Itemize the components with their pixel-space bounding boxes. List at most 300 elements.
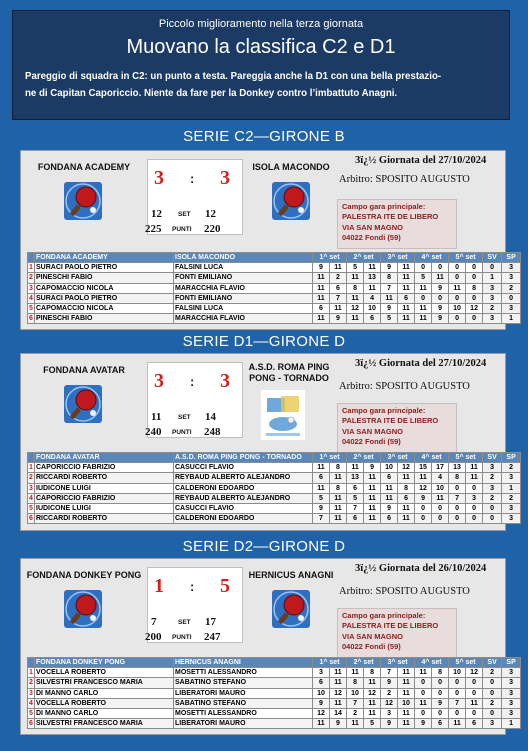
home-player: RICCARDI ROBERTO — [35, 514, 174, 524]
set-score: 7 — [313, 514, 330, 524]
away-player: MARACCHIA FLAVIO — [174, 283, 313, 293]
set-score: 0 — [449, 483, 466, 493]
match-panel — [20, 150, 516, 330]
away-player: FONTI EMILIANO — [174, 273, 313, 283]
home-set-total: 7 — [151, 616, 157, 628]
row-index: 5 — [29, 505, 33, 513]
set-score: 0 — [466, 263, 483, 273]
header-sp: SP — [502, 253, 521, 263]
results-table — [27, 452, 521, 524]
header-set: 1^ set — [313, 453, 347, 463]
row-index: 6 — [29, 515, 33, 523]
set-score: 8 — [381, 273, 398, 283]
sets-won: 0 — [483, 688, 502, 698]
home-team-name: FONDANA DONKEY PONG — [26, 570, 142, 580]
set-score: 11 — [415, 473, 432, 483]
set-score: 11 — [347, 463, 364, 473]
set-score: 0 — [466, 708, 483, 718]
home-points-total: 225 — [145, 223, 162, 235]
set-score: 0 — [415, 708, 432, 718]
venue-line: VIA SAN MAGNO — [342, 426, 403, 436]
set-score: 0 — [415, 678, 432, 688]
set-score: 11 — [398, 283, 415, 293]
set-score: 11 — [330, 303, 347, 313]
header-sv: SV — [483, 453, 502, 463]
series-title: SERIE D1—GIRONE D — [182, 333, 346, 350]
set-score: 9 — [381, 263, 398, 273]
set-label: SET — [178, 211, 191, 218]
set-score: 11 — [415, 698, 432, 708]
set-score: 0 — [432, 293, 449, 303]
set-score: 6 — [398, 493, 415, 503]
table-row — [28, 473, 521, 483]
sets-won: 3 — [483, 719, 502, 729]
set-score: 11 — [398, 473, 415, 483]
venue-line: VIA SAN MAGNO — [342, 631, 403, 641]
set-score: 6 — [381, 514, 398, 524]
set-score: 11 — [330, 678, 347, 688]
sets-won: 3 — [483, 283, 502, 293]
row-index: 5 — [29, 305, 33, 313]
away-team-name: ISOLA MACONDO — [252, 162, 330, 172]
set-score: 10 — [432, 483, 449, 493]
sets-won: 0 — [483, 263, 502, 273]
row-index: 1 — [29, 464, 33, 472]
home-player: CAPOMACCIO NICOLA — [35, 303, 174, 313]
header-set: 4^ set — [415, 453, 449, 463]
table-header-row — [28, 253, 521, 263]
away-team-name: HERNICUS ANAGNI — [248, 570, 334, 580]
venue-box — [337, 199, 457, 249]
table-header-row — [28, 453, 521, 463]
sets-lost: 3 — [502, 678, 521, 688]
set-score: 9 — [313, 263, 330, 273]
header-title: Muovano la classifica C2 e D1 — [126, 36, 396, 58]
home-set-total: 12 — [151, 208, 162, 220]
set-score: 11 — [330, 493, 347, 503]
venue-line: 04022 Fondi (59) — [342, 436, 401, 446]
score-separator: : — [190, 171, 195, 186]
set-score: 11 — [313, 314, 330, 324]
set-score: 11 — [330, 263, 347, 273]
sets-lost: 3 — [502, 503, 521, 513]
sets-won: 3 — [483, 463, 502, 473]
set-score: 7 — [449, 493, 466, 503]
set-score: 0 — [415, 688, 432, 698]
set-score: 0 — [432, 678, 449, 688]
header-set: 3^ set — [381, 658, 415, 668]
home-player: RICCARDI ROBERTO — [35, 473, 174, 483]
set-score: 9 — [330, 314, 347, 324]
row-index: 4 — [29, 699, 33, 707]
header-index-cell — [28, 253, 35, 263]
set-score: 11 — [364, 483, 381, 493]
set-score: 11 — [347, 719, 364, 729]
set-score: 7 — [330, 293, 347, 303]
set-score: 5 — [347, 263, 364, 273]
home-set-total: 11 — [151, 411, 162, 423]
header-set: 5^ set — [449, 453, 483, 463]
set-score: 11 — [466, 463, 483, 473]
points-label: PUNTI — [172, 634, 192, 641]
row-index: 4 — [29, 494, 33, 502]
set-score: 0 — [449, 293, 466, 303]
away-player: LIBERATORI MAURO — [174, 688, 313, 698]
set-score: 8 — [364, 668, 381, 678]
set-score: 0 — [449, 314, 466, 324]
set-score: 5 — [415, 273, 432, 283]
home-points-total: 240 — [145, 426, 162, 438]
table-row — [28, 463, 521, 473]
venue-line: Campo gara principale: — [342, 406, 426, 415]
set-score: 6 — [466, 719, 483, 729]
set-score: 8 — [432, 668, 449, 678]
table-row — [28, 668, 521, 678]
set-score: 5 — [313, 493, 330, 503]
set-score: 11 — [398, 678, 415, 688]
set-score: 11 — [330, 668, 347, 678]
results-table — [27, 657, 521, 729]
set-score: 4 — [432, 473, 449, 483]
set-score: 11 — [364, 678, 381, 688]
away-player: FALSINI LUCA — [174, 263, 313, 273]
set-score: 0 — [466, 293, 483, 303]
set-score: 11 — [415, 668, 432, 678]
away-player: MARACCHIA FLAVIO — [174, 314, 313, 324]
matchday-date: 3ï¿½ Giornata del 27/10/2024 — [355, 358, 487, 369]
header-set: 3^ set — [381, 253, 415, 263]
set-score: 0 — [449, 503, 466, 513]
sets-won: 0 — [483, 708, 502, 718]
set-score: 0 — [415, 514, 432, 524]
sets-won: 2 — [483, 473, 502, 483]
set-score: 0 — [432, 263, 449, 273]
set-score: 7 — [347, 503, 364, 513]
header-set: 4^ set — [415, 658, 449, 668]
header-away-team: A.S.D. ROMA PING PONG - TORNADO — [174, 453, 313, 463]
sets-lost: 2 — [502, 283, 521, 293]
set-score: 0 — [449, 678, 466, 688]
table-header-row — [28, 658, 521, 668]
matchday-date: 3ï¿½ Giornata del 27/10/2024 — [355, 155, 487, 166]
set-score: 11 — [313, 719, 330, 729]
set-score: 11 — [313, 273, 330, 283]
set-score: 7 — [449, 698, 466, 708]
set-score: 6 — [432, 719, 449, 729]
set-score: 11 — [415, 303, 432, 313]
set-score: 0 — [466, 514, 483, 524]
set-score: 2 — [381, 688, 398, 698]
set-score: 11 — [313, 283, 330, 293]
set-score: 10 — [398, 698, 415, 708]
set-score: 11 — [313, 293, 330, 303]
set-score: 11 — [466, 473, 483, 483]
table-row — [28, 483, 521, 493]
set-score: 9 — [415, 493, 432, 503]
away-score: 5 — [220, 575, 230, 597]
sets-lost: 3 — [502, 698, 521, 708]
table-row — [28, 514, 521, 524]
sets-lost: 3 — [502, 688, 521, 698]
header-set: 2^ set — [347, 658, 381, 668]
home-player: DI MANNO CARLO — [35, 708, 174, 718]
home-points-total: 200 — [145, 631, 162, 643]
row-index: 2 — [29, 679, 33, 687]
set-score: 11 — [364, 263, 381, 273]
away-player: REYBAUD ALBERTO ALEJANDRO — [174, 493, 313, 503]
set-score: 11 — [398, 688, 415, 698]
set-score: 7 — [381, 668, 398, 678]
set-score: 0 — [432, 503, 449, 513]
header-set: 1^ set — [313, 253, 347, 263]
set-score: 11 — [398, 303, 415, 313]
table-row — [28, 698, 521, 708]
set-score: 8 — [330, 463, 347, 473]
header-desc-line-1: Pareggio di squadra in C2: un punto a testa. Pareggia anche la D1 con una bella prestazio- — [25, 71, 442, 82]
header-banner — [12, 10, 510, 120]
row-index: 3 — [29, 484, 33, 492]
set-score: 11 — [432, 493, 449, 503]
sets-won: 2 — [483, 493, 502, 503]
home-team-name: FONDANA ACADEMY — [37, 162, 131, 172]
away-player: CASUCCI FLAVIO — [174, 463, 313, 473]
away-player: FONTI EMILIANO — [174, 293, 313, 303]
set-score: 0 — [466, 688, 483, 698]
set-score: 7 — [381, 283, 398, 293]
set-score: 11 — [415, 314, 432, 324]
set-score: 11 — [364, 514, 381, 524]
set-score: 12 — [466, 303, 483, 313]
home-player: SURACI PAOLO PIETRO — [35, 263, 174, 273]
set-score: 6 — [330, 283, 347, 293]
header-sp: SP — [502, 658, 521, 668]
ping-pong-paddle-icon — [63, 384, 103, 424]
set-score: 11 — [364, 283, 381, 293]
results-table — [27, 252, 521, 324]
score-box — [147, 362, 243, 438]
set-score: 11 — [466, 698, 483, 708]
set-score: 11 — [330, 514, 347, 524]
set-score: 11 — [398, 273, 415, 283]
set-score: 12 — [415, 483, 432, 493]
away-set-total: 17 — [205, 616, 216, 628]
set-score: 0 — [449, 514, 466, 524]
home-player: PINESCHI FABIO — [35, 273, 174, 283]
sets-lost: 3 — [502, 668, 521, 678]
set-score: 11 — [415, 283, 432, 293]
set-score: 15 — [415, 463, 432, 473]
home-team-logo — [63, 384, 103, 424]
table-row — [28, 263, 521, 273]
header-set: 2^ set — [347, 453, 381, 463]
sets-lost: 3 — [502, 303, 521, 313]
set-score: 0 — [466, 678, 483, 688]
set-score: 10 — [449, 668, 466, 678]
row-index: 6 — [29, 315, 33, 323]
sets-won: 0 — [483, 503, 502, 513]
away-points-total: 247 — [204, 631, 221, 643]
away-team-logo — [261, 390, 305, 440]
set-score: 0 — [466, 503, 483, 513]
home-player: PINESCHI FABIO — [35, 314, 174, 324]
score-box — [147, 567, 243, 643]
away-player: SABATINO STEFANO — [174, 698, 313, 708]
home-score: 3 — [154, 370, 164, 392]
set-score: 11 — [381, 293, 398, 303]
set-score: 11 — [347, 314, 364, 324]
set-score: 11 — [313, 463, 330, 473]
away-points-total: 220 — [204, 223, 221, 235]
venue-line: PALESTRA ITE DE LIBERO — [342, 621, 439, 631]
away-team-name: A.S.D. ROMA PING PONG - TORNADO — [248, 362, 330, 383]
set-score: 3 — [466, 493, 483, 503]
home-player: DI MANNO CARLO — [35, 688, 174, 698]
header-away-team: HERNICUS ANAGNI — [174, 658, 313, 668]
set-score: 9 — [381, 303, 398, 313]
set-score: 12 — [398, 463, 415, 473]
set-score: 9 — [364, 463, 381, 473]
set-score: 14 — [330, 708, 347, 718]
away-score: 3 — [220, 370, 230, 392]
set-label: SET — [178, 414, 191, 421]
away-points-total: 248 — [204, 426, 221, 438]
away-set-total: 14 — [205, 411, 216, 423]
away-player: SABATINO STEFANO — [174, 678, 313, 688]
header-kicker: Piccolo miglioramento nella terza giornata — [158, 18, 364, 30]
set-score: 17 — [432, 463, 449, 473]
set-score: 10 — [381, 463, 398, 473]
set-score: 10 — [449, 303, 466, 313]
set-score: 12 — [466, 668, 483, 678]
header-set: 5^ set — [449, 658, 483, 668]
away-set-total: 12 — [205, 208, 216, 220]
set-score: 5 — [364, 719, 381, 729]
set-score: 8 — [449, 473, 466, 483]
match-panel — [20, 558, 516, 735]
sets-lost: 3 — [502, 273, 521, 283]
header-set: 2^ set — [347, 253, 381, 263]
home-player: SILVESTRI FRANCESCO MARIA — [35, 719, 174, 729]
header-set: 5^ set — [449, 253, 483, 263]
row-index: 2 — [29, 474, 33, 482]
set-score: 12 — [313, 708, 330, 718]
sets-lost: 3 — [502, 514, 521, 524]
header-index-cell — [28, 453, 35, 463]
venue-line: VIA SAN MAGNO — [342, 222, 403, 232]
table-row — [28, 273, 521, 283]
home-player: IUDICONE LUIGI — [35, 483, 174, 493]
sets-won: 0 — [483, 678, 502, 688]
set-score: 6 — [398, 293, 415, 303]
referee: Arbitro: SPOSITO AUGUSTO — [339, 174, 470, 185]
set-score: 6 — [313, 473, 330, 483]
set-score: 9 — [432, 283, 449, 293]
set-score: 10 — [347, 688, 364, 698]
home-player: SURACI PAOLO PIETRO — [35, 293, 174, 303]
header-index-cell — [28, 658, 35, 668]
set-score: 11 — [330, 503, 347, 513]
table-row — [28, 678, 521, 688]
set-score: 11 — [449, 283, 466, 293]
set-score: 3 — [313, 668, 330, 678]
venue-line: Campo gara principale: — [342, 202, 426, 211]
referee: Arbitro: SPOSITO AUGUSTO — [339, 586, 470, 597]
ping-pong-paddle-icon — [271, 181, 311, 221]
away-player: MOSETTI ALESSANDRO — [174, 708, 313, 718]
sets-lost: 2 — [502, 463, 521, 473]
set-score: 12 — [330, 688, 347, 698]
table-row — [28, 688, 521, 698]
home-player: CAPORICCIO FABRIZIO — [35, 463, 174, 473]
set-score: 8 — [347, 678, 364, 688]
home-player: IUDICONE LUIGI — [35, 503, 174, 513]
set-score: 9 — [381, 719, 398, 729]
set-score: 8 — [398, 483, 415, 493]
set-score: 11 — [398, 668, 415, 678]
set-score: 11 — [398, 708, 415, 718]
home-player: CAPORICCIO FABRIZIO — [35, 493, 174, 503]
set-score: 8 — [330, 483, 347, 493]
row-index: 1 — [29, 264, 33, 272]
header-desc-line-2: ne di Capitan Caporiccio. Niente da fare per la Donkey contro l’imbattuto Anagni. — [25, 88, 398, 99]
set-label: SET — [178, 619, 191, 626]
away-team-logo — [271, 181, 311, 221]
set-score: 11 — [398, 263, 415, 273]
home-player: SILVESTRI FRANCESCO MARIA — [35, 678, 174, 688]
set-score: 0 — [449, 688, 466, 698]
table-row — [28, 314, 521, 324]
header-sv: SV — [483, 253, 502, 263]
sets-lost: 1 — [502, 314, 521, 324]
set-score: 6 — [364, 314, 381, 324]
set-score: 0 — [449, 708, 466, 718]
header-set: 1^ set — [313, 658, 347, 668]
set-score: 9 — [381, 503, 398, 513]
set-score: 11 — [347, 668, 364, 678]
sets-won: 2 — [483, 698, 502, 708]
set-score: 6 — [347, 483, 364, 493]
set-score: 0 — [432, 688, 449, 698]
header-sp: SP — [502, 453, 521, 463]
home-team-logo — [63, 181, 103, 221]
set-score: 10 — [313, 688, 330, 698]
set-score: 11 — [364, 698, 381, 708]
set-score: 3 — [381, 708, 398, 718]
set-score: 5 — [347, 493, 364, 503]
set-score: 11 — [398, 314, 415, 324]
set-score: 11 — [398, 503, 415, 513]
set-score: 11 — [398, 514, 415, 524]
sets-won: 1 — [483, 273, 502, 283]
set-score: 0 — [449, 273, 466, 283]
venue-line: PALESTRA ITE DE LIBERO — [342, 416, 439, 426]
set-score: 12 — [381, 698, 398, 708]
venue-line: 04022 Fondi (59) — [342, 641, 401, 651]
set-score: 2 — [347, 708, 364, 718]
set-score: 7 — [347, 698, 364, 708]
set-score: 11 — [364, 503, 381, 513]
set-score: 6 — [381, 473, 398, 483]
set-score: 11 — [347, 273, 364, 283]
match-panel — [20, 353, 516, 531]
set-score: 4 — [364, 293, 381, 303]
points-label: PUNTI — [172, 429, 192, 436]
sets-won: 2 — [483, 303, 502, 313]
set-score: 12 — [347, 303, 364, 313]
set-score: 11 — [398, 719, 415, 729]
set-score: 9 — [432, 314, 449, 324]
header-home-team: FONDANA DONKEY PONG — [35, 658, 174, 668]
